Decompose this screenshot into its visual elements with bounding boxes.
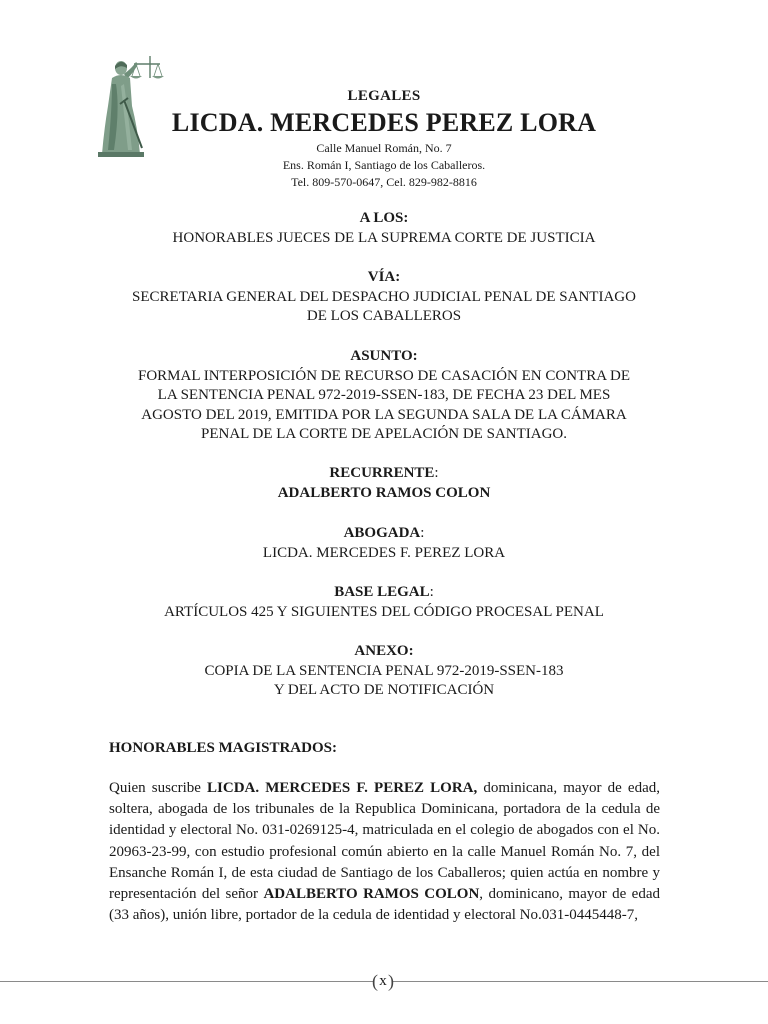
section-line: FORMAL INTERPOSICIÓN DE RECURSO DE CASACIÓN EN CONTRA DE xyxy=(138,367,630,384)
section-line: AGOSTO DEL 2019, EMITIDA POR LA SEGUNDA SALA DE LA CÁMARA xyxy=(141,406,627,423)
section-via xyxy=(100,268,668,327)
section-recurrente xyxy=(100,464,668,503)
letterhead-legales: LEGALES xyxy=(347,88,421,104)
section-a-los xyxy=(100,209,668,248)
section-line: ADALBERTO RAMOS COLON xyxy=(277,484,491,501)
section-anexo xyxy=(100,642,668,701)
section-heading: ANEXO: xyxy=(354,643,414,659)
section-line: DE LOS CABALLEROS xyxy=(306,308,462,324)
body-text: , dominicano, mayor de edad (33 años), unión libre, portador de la cedula de identidad y electoral No.031-0445448-7, xyxy=(109,886,660,924)
section-colon: : xyxy=(420,525,425,541)
section-heading: A LOS: xyxy=(359,210,409,226)
section-heading: ASUNTO: xyxy=(350,348,418,364)
section-heading: BASE LEGAL xyxy=(334,584,430,600)
section-colon: : xyxy=(429,584,434,600)
section-heading: ABOGADA xyxy=(343,525,421,541)
section-line: Y DEL ACTO DE NOTIFICACIÓN xyxy=(273,682,495,698)
section-abogada xyxy=(100,524,668,563)
letterhead-phone: Tel. 809-570-0647, Cel. 829-982-8816 xyxy=(291,175,477,189)
footer-bracket-left: ( xyxy=(372,971,378,991)
section-colon: : xyxy=(434,465,439,481)
section-line: ARTÍCULOS 425 Y SIGUIENTES DEL CÓDIGO PROCESAL PENAL xyxy=(164,603,604,620)
body-paragraph xyxy=(109,778,660,926)
body-bold-client: ADALBERTO RAMOS COLON xyxy=(263,886,480,903)
section-line: SECRETARIA GENERAL DEL DESPACHO JUDICIAL PENAL DE SANTIAGO xyxy=(132,288,636,305)
letterhead-address-line-1: Calle Manuel Román, No. 7 xyxy=(316,141,452,155)
section-line: LICDA. MERCEDES F. PEREZ LORA xyxy=(262,544,506,561)
section-asunto xyxy=(100,347,668,445)
letterhead xyxy=(150,86,618,191)
footer-bracket-right: ) xyxy=(388,971,394,991)
footer-page-mark: x xyxy=(379,973,387,989)
letterhead-name: LICDA. MERCEDES PEREZ LORA xyxy=(171,108,597,137)
section-base-legal xyxy=(100,583,668,622)
body-text: dominicana, mayor de edad, soltera, abogada de los tribunales de la Republica Dominicana, portadora de la cedula de identidad y electoral No. 031-0269125-4, matriculada en el colegio de abogados con el No. 20963-23-99, con estudio profesional común abierto en la calle Manuel Román No. 7, del Ensanche Román I, de esta ciudad de Santiago de los Caballeros; quien actúa en nombre y representación del señor xyxy=(109,780,660,903)
body-bold-name: LICDA. MERCEDES F. PEREZ LORA, xyxy=(207,780,478,796)
letterhead-address-line-2: Ens. Román I, Santiago de los Caballeros. xyxy=(282,158,486,172)
footer-rule-right xyxy=(392,981,768,982)
section-heading: RECURRENTE xyxy=(329,465,435,481)
section-line: COPIA DE LA SENTENCIA PENAL 972-2019-SSEN-183 xyxy=(204,662,564,679)
section-heading: VÍA: xyxy=(367,269,401,285)
salutation: HONORABLES MAGISTRADOS: xyxy=(109,740,337,756)
section-line: LA SENTENCIA PENAL 972-2019-SSEN-183, DE FECHA 23 DEL MES xyxy=(157,387,611,403)
footer-rule-left xyxy=(0,981,374,982)
section-line: HONORABLES JUECES DE LA SUPREMA CORTE DE JUSTICIA xyxy=(172,229,596,246)
section-line: PENAL DE LA CORTE DE APELACIÓN DE SANTIAGO. xyxy=(200,426,568,442)
body-text: Quien suscribe xyxy=(109,780,208,796)
